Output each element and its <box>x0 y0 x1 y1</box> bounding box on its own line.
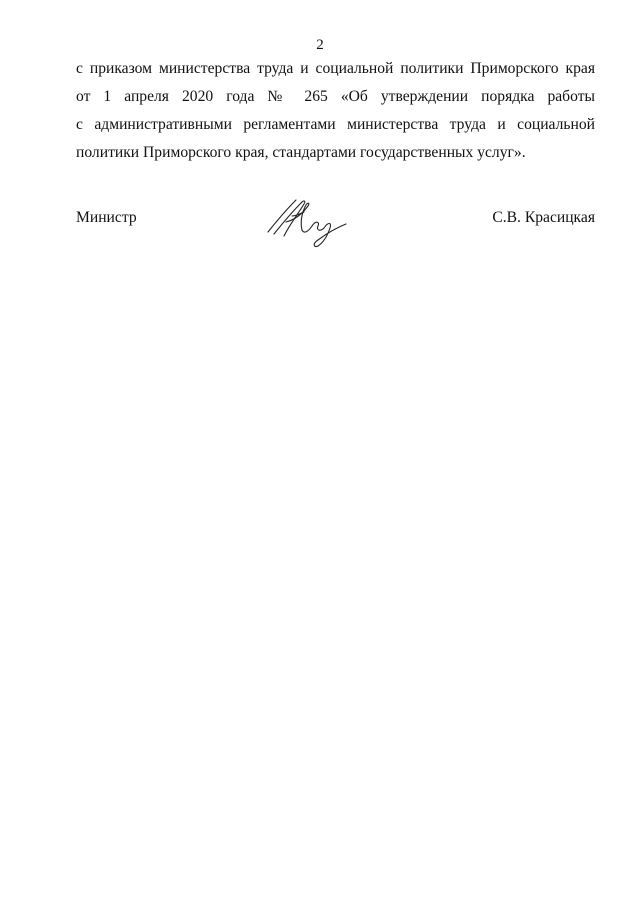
body-line-3: с административными регламентами министерства труда и социальной <box>76 116 595 133</box>
page-number: 2 <box>316 37 324 53</box>
signatory-name: С.В. Красицкая <box>492 209 595 226</box>
body-line-2: от 1 апреля 2020 года № 265 «Об утверждении порядка работы <box>76 88 595 105</box>
body-line-1: с приказом министерства труда и социальной политики Приморского края <box>76 60 595 77</box>
signatory-title: Министр <box>76 209 137 226</box>
body-line-4: политики Приморского края, стандартами государственных услуг». <box>76 144 526 161</box>
body-paragraph <box>76 55 595 167</box>
handwritten-signature-icon <box>262 192 362 250</box>
